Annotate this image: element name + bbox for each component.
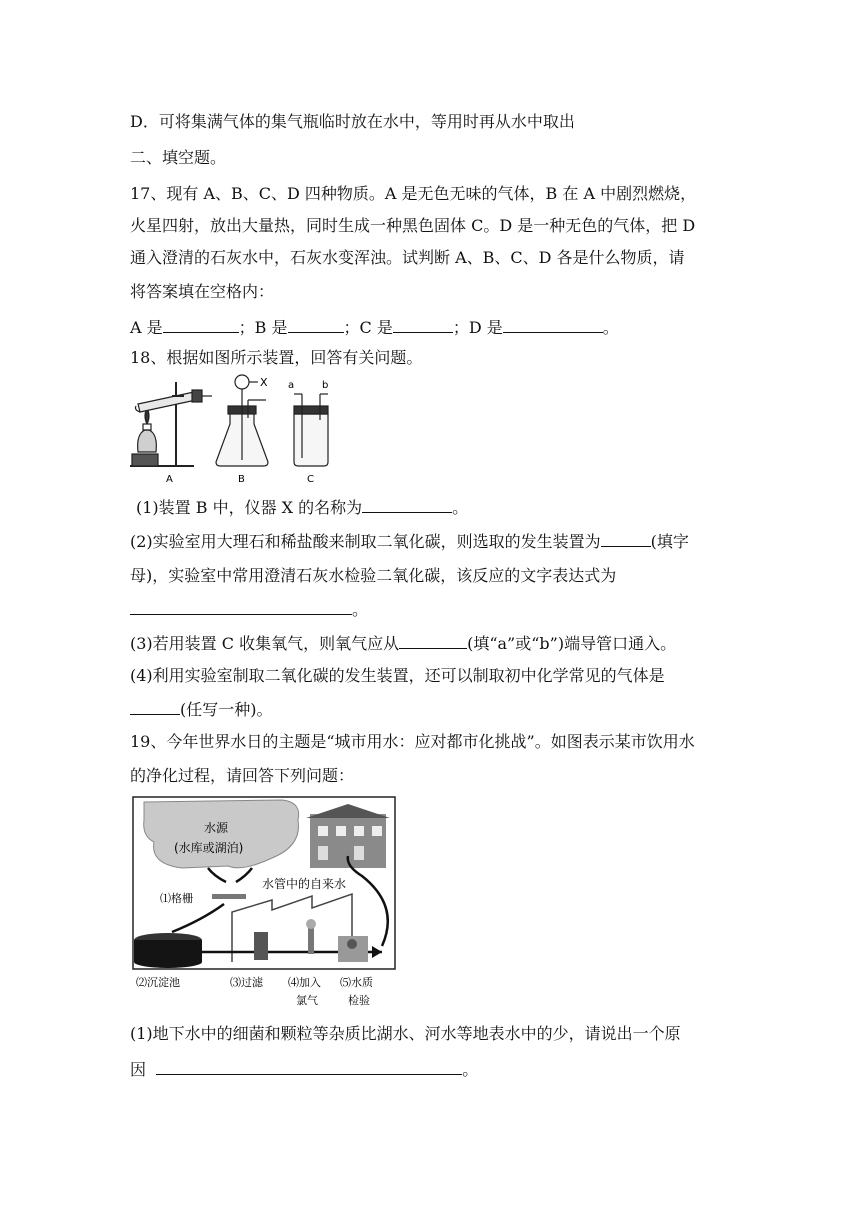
- apparatus-figure: [128, 374, 358, 486]
- step5-label-2: 检验: [348, 994, 370, 1007]
- q18-sub3-text: (3)若用装置 C 收集氧气，则氧气应从: [130, 634, 400, 653]
- q17-a-blank[interactable]: [163, 316, 239, 333]
- q17-answer-line: [130, 316, 740, 338]
- step2-label: ⑵沉淀池: [136, 976, 180, 989]
- label-b: B: [238, 474, 245, 485]
- step1-label: ⑴格栅: [160, 892, 193, 905]
- grate-icon: [212, 894, 246, 899]
- q17-c-label: ；C 是: [343, 318, 393, 337]
- tap-water-label: 水管中的自来水: [262, 877, 347, 891]
- water-purification-figure: [132, 796, 396, 1014]
- q18-equation-blank[interactable]: [130, 598, 352, 615]
- step4-label-2: 氯气: [296, 994, 318, 1007]
- q17-d-label: ；D 是: [452, 318, 503, 337]
- source-label-2: (水库或湖泊): [174, 841, 244, 855]
- label-x: X: [260, 376, 268, 389]
- q18-sub2-end: 。: [352, 600, 369, 619]
- q18-sub1-blank[interactable]: [362, 496, 452, 513]
- q17-b-label: ；B 是: [238, 318, 288, 337]
- q19-sub1-line2: [130, 1058, 740, 1080]
- q19-sub1-blank[interactable]: [156, 1058, 462, 1075]
- q17-c-blank[interactable]: [393, 316, 453, 333]
- q18-sub2-line3: [130, 598, 740, 620]
- q17-line3: 通入澄清的石灰水中，石灰水变浑浊。试判断 A、B、C、D 各是什么物质，请: [130, 248, 685, 267]
- label-port-a: a: [288, 380, 295, 391]
- label-port-b: b: [322, 380, 329, 391]
- source-label-1: 水源: [204, 821, 229, 835]
- q18-sub4-line2: [130, 698, 740, 720]
- q17-line4: 将答案填在空格内：: [130, 282, 275, 301]
- q17-line2: 火星四射，放出大量热，同时生成一种黑色固体 C。D 是一种无色的气体，把 D: [130, 216, 696, 235]
- step5-label-1: ⑸水质: [340, 976, 373, 989]
- q18-sub2-text: (2)实验室用大理石和稀盐酸来制取二氧化碳，则选取的发生装置为: [130, 532, 601, 551]
- step4-label-1: ⑷加入: [288, 976, 321, 989]
- q18-sub3-hint: (填“a”或“b”)端导管口通入。: [467, 634, 677, 653]
- q17-b-blank[interactable]: [288, 316, 344, 333]
- q19-stem-line1: 19、今年世界水日的主题是“城市用水：应对都市化挑战”。如图表示某市饮用水: [130, 732, 695, 751]
- q18-sub3: [130, 632, 740, 654]
- q18-sub3-blank[interactable]: [399, 632, 467, 649]
- label-c: C: [307, 474, 314, 485]
- q18-stem: 18、根据如图所示装置，回答有关问题。: [130, 348, 423, 367]
- apparatus-c-drawing: [294, 394, 328, 466]
- option-d-text: D．可将集满气体的集气瓶临时放在水中，等用时再从水中取出: [130, 112, 575, 131]
- q17-line1: 17、现有 A、B、C、D 四种物质。A 是无色无味的气体，B 在 A 中剧烈燃烧，: [130, 184, 697, 203]
- q19-stem-line2: 的净化过程，请回答下列问题：: [130, 766, 355, 785]
- q18-sub4-hint: (任写一种)。: [180, 700, 273, 719]
- q17-d-blank[interactable]: [503, 316, 603, 333]
- q19-sub1-line1: (1)地下水中的细菌和颗粒等杂质比湖水、河水等地表水中的少，请说出一个原: [130, 1024, 681, 1043]
- q18-sub1-end: 。: [452, 498, 469, 517]
- q17-end-mark: 。: [602, 318, 619, 337]
- q19-sub1-text: 因: [130, 1060, 147, 1079]
- q18-sub2-line1: [130, 530, 740, 552]
- step3-label: ⑶过滤: [230, 976, 263, 989]
- q18-sub4-line1: (4)利用实验室制取二氧化碳的发生装置，还可以制取初中化学常见的气体是: [130, 666, 665, 685]
- q18-sub4-blank[interactable]: [130, 698, 180, 715]
- apparatus-a-drawing: [130, 382, 212, 466]
- q18-sub1: [136, 496, 746, 518]
- q17-a-label: A 是: [130, 318, 163, 337]
- q18-sub2-line2: 母)，实验室中常用澄清石灰水检验二氧化碳，该反应的文字表达式为: [130, 566, 617, 585]
- label-a: A: [166, 474, 173, 485]
- filter-icon: [254, 932, 268, 960]
- q19-sub1-end: 。: [462, 1060, 479, 1079]
- q18-sub2-hint: (填字: [650, 532, 689, 551]
- section-heading-fill-in: 二、填空题。: [130, 148, 227, 167]
- q18-sub1-text: (1)装置 B 中，仪器 X 的名称为: [136, 498, 363, 517]
- q18-sub2-blank[interactable]: [601, 530, 651, 547]
